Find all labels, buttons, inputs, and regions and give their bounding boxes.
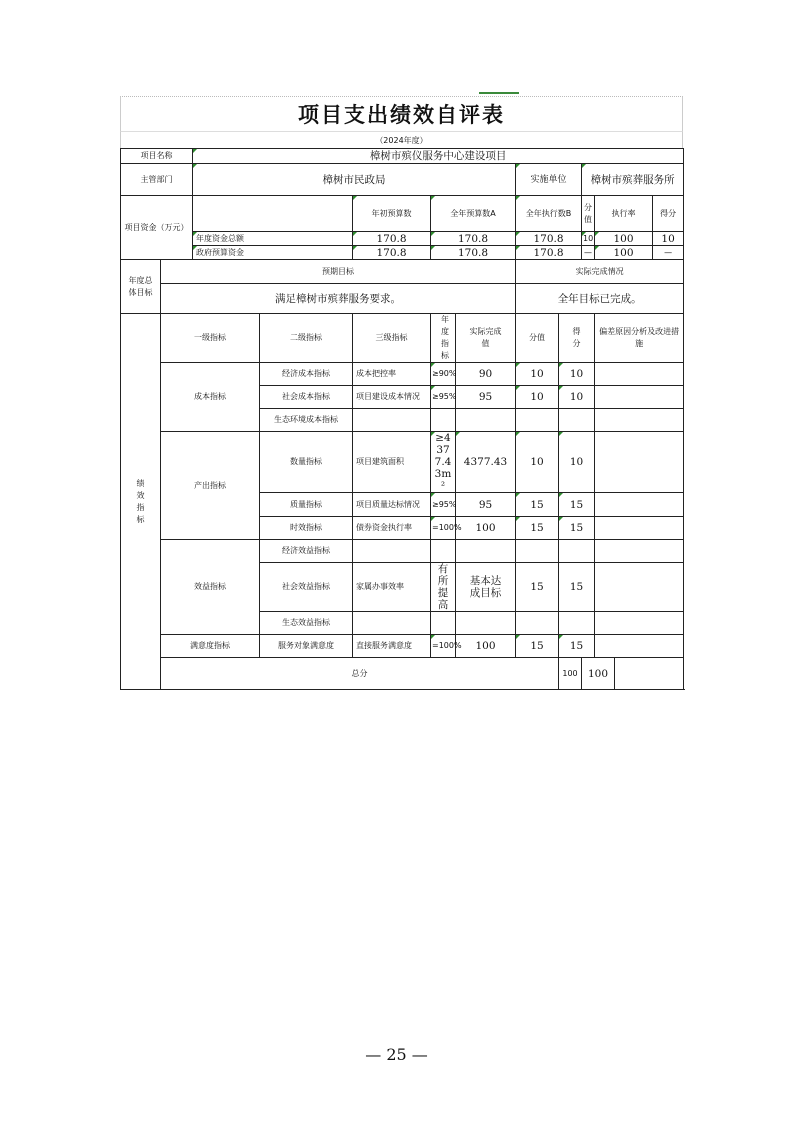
level1-satisfaction: 满意度指标 [161,635,260,658]
total-value: 100 [559,658,582,690]
level2-economic-cost: 经济成本指标 [260,363,353,386]
deviation-cost-control-rate [595,363,684,386]
year-row [120,131,683,148]
level3-bond-execution: 债券资金执行率 [353,517,431,540]
funds-row-gov-score: — [653,246,684,260]
score-family-efficiency: 15 [559,563,595,612]
level3-ecological-cost [353,409,431,432]
value-direct-satisfaction: 15 [516,635,559,658]
level3-cost-control-rate: 成本把控率 [353,363,431,386]
value-quality-standard: 15 [516,493,559,517]
deviation-direct-satisfaction [595,635,684,658]
target-ecological-benefit [431,612,456,635]
perf-header-level2: 二级指标 [260,314,353,363]
funds-row-gov-exec: 170.8 [516,246,582,260]
perf-header-deviation: 偏差原因分析及改进措施 [595,314,684,363]
actual-construction-cost: 95 [456,386,516,409]
deviation-family-efficiency [595,563,684,612]
value-family-efficiency: 15 [516,563,559,612]
target-construction-cost: ≥95% [431,386,456,409]
expected-goal-value: 满足樟树市殡葬服务要求。 [161,284,516,314]
level1-output: 产出指标 [161,432,260,540]
actual-ecological-benefit [456,612,516,635]
score-construction-cost: 10 [559,386,595,409]
actual-direct-satisfaction: 100 [456,635,516,658]
deviation-ecological-cost [595,409,684,432]
actual-completion-value: 全年目标已完成。 [516,284,684,314]
page-title: 项目支出绩效自评表 [298,102,505,127]
funds-row-total-rate: 100 [595,232,653,246]
target-quality-standard: ≥95% [431,493,456,517]
score-ecological-benefit [559,612,595,635]
funds-row-gov-rate: 100 [595,246,653,260]
actual-bond-execution: 100 [456,517,516,540]
annual-goal-label: 年度总体目标 [121,260,161,314]
funds-header-exec: 全年执行数B [516,196,582,232]
level2-quantity: 数量指标 [260,432,353,493]
funds-header-initial: 年初预算数 [353,196,431,232]
actual-building-area: 4377.43 [456,432,516,493]
actual-ecological-cost [456,409,516,432]
funds-header-score: 得分 [653,196,684,232]
department-value: 樟树市民政局 [193,164,516,196]
implementing-unit-label: 实施单位 [516,164,582,196]
level3-construction-cost: 项目建设成本情况 [353,386,431,409]
target-ecological-cost [431,409,456,432]
perf-header-level3: 三级指标 [353,314,431,363]
value-cost-control-rate: 10 [516,363,559,386]
performance-indicator-label: 绩效指标 [121,314,161,690]
perf-header-level1: 一级指标 [161,314,260,363]
funds-row-gov-initial: 170.8 [353,246,431,260]
perf-header-value: 分值 [516,314,559,363]
level1-cost: 成本指标 [161,363,260,432]
target-direct-satisfaction: =100% [431,635,456,658]
perf-header-score: 得分 [559,314,595,363]
funds-row-total-initial: 170.8 [353,232,431,246]
level3-family-efficiency: 家属办事效率 [353,563,431,612]
score-ecological-cost [559,409,595,432]
level2-ecological-benefit: 生态效益指标 [260,612,353,635]
perf-header-target: 年度指标 [431,314,456,363]
department-label: 主管部门 [121,164,193,196]
evaluation-sheet [120,96,683,690]
funds-header-rate: 执行率 [595,196,653,232]
target-cost-control-rate: ≥90% [431,363,456,386]
funds-row-total-name: 年度资金总额 [193,232,353,246]
total-deviation [615,658,684,690]
level2-economic-benefit: 经济效益指标 [260,540,353,563]
value-bond-execution: 15 [516,517,559,540]
level3-economic-benefit [353,540,431,563]
deviation-building-area [595,432,684,493]
funds-row-total-exec: 170.8 [516,232,582,246]
level2-quality: 质量指标 [260,493,353,517]
total-label: 总分 [161,658,559,690]
page-number: — 25 — [365,1045,428,1064]
deviation-construction-cost [595,386,684,409]
level2-ecological-cost: 生态环境成本指标 [260,409,353,432]
project-name-label: 项目名称 [121,149,193,164]
funds-row-gov-score-value: — [582,246,595,260]
expected-goal-header: 预期目标 [161,260,516,284]
level2-service-satisfaction: 服务对象满意度 [260,635,353,658]
target-building-area: ≥4377.43m² [431,432,456,493]
level3-direct-satisfaction: 直接服务满意度 [353,635,431,658]
project-name-value: 樟树市殡仪服务中心建设项目 [193,149,684,164]
deviation-quality-standard [595,493,684,517]
project-funds-label: 项目资金（万元） [121,196,193,260]
funds-row-gov-annual: 170.8 [431,246,516,260]
actual-economic-benefit [456,540,516,563]
deviation-bond-execution [595,517,684,540]
actual-family-efficiency: 基本达成目标 [456,563,516,612]
score-building-area: 10 [559,432,595,493]
score-cost-control-rate: 10 [559,363,595,386]
perf-header-actual: 实际完成值 [456,314,516,363]
total-score: 100 [582,658,615,690]
funds-row-total-score-value: 10 [582,232,595,246]
target-bond-execution: =100% [431,517,456,540]
deviation-ecological-benefit [595,612,684,635]
funds-row-total-score: 10 [653,232,684,246]
level3-ecological-benefit [353,612,431,635]
level2-social-benefit: 社会效益指标 [260,563,353,612]
year-label: （2024年度） [375,135,428,145]
funds-name-header [193,196,353,232]
target-family-efficiency: 有所提高 [431,563,456,612]
value-ecological-benefit [516,612,559,635]
funds-row-total-annual: 170.8 [431,232,516,246]
score-quality-standard: 15 [559,493,595,517]
level2-social-cost: 社会成本指标 [260,386,353,409]
value-ecological-cost [516,409,559,432]
level2-timeliness: 时效指标 [260,517,353,540]
title-row [120,96,683,131]
deviation-economic-benefit [595,540,684,563]
funds-header-annual: 全年预算数A [431,196,516,232]
level3-building-area: 项目建筑面积 [353,432,431,493]
value-economic-benefit [516,540,559,563]
evaluation-table [120,148,684,690]
implementing-unit-value: 樟树市殡葬服务所 [582,164,684,196]
score-bond-execution: 15 [559,517,595,540]
value-construction-cost: 10 [516,386,559,409]
value-building-area: 10 [516,432,559,493]
score-economic-benefit [559,540,595,563]
actual-quality-standard: 95 [456,493,516,517]
target-economic-benefit [431,540,456,563]
funds-header-score-value: 分值 [582,196,595,232]
actual-cost-control-rate: 90 [456,363,516,386]
funds-row-gov-name: 政府预算资金 [193,246,353,260]
actual-completion-header: 实际完成情况 [516,260,684,284]
level1-benefit: 效益指标 [161,540,260,635]
level3-quality-standard: 项目质量达标情况 [353,493,431,517]
green-marker-line [479,92,519,94]
score-direct-satisfaction: 15 [559,635,595,658]
